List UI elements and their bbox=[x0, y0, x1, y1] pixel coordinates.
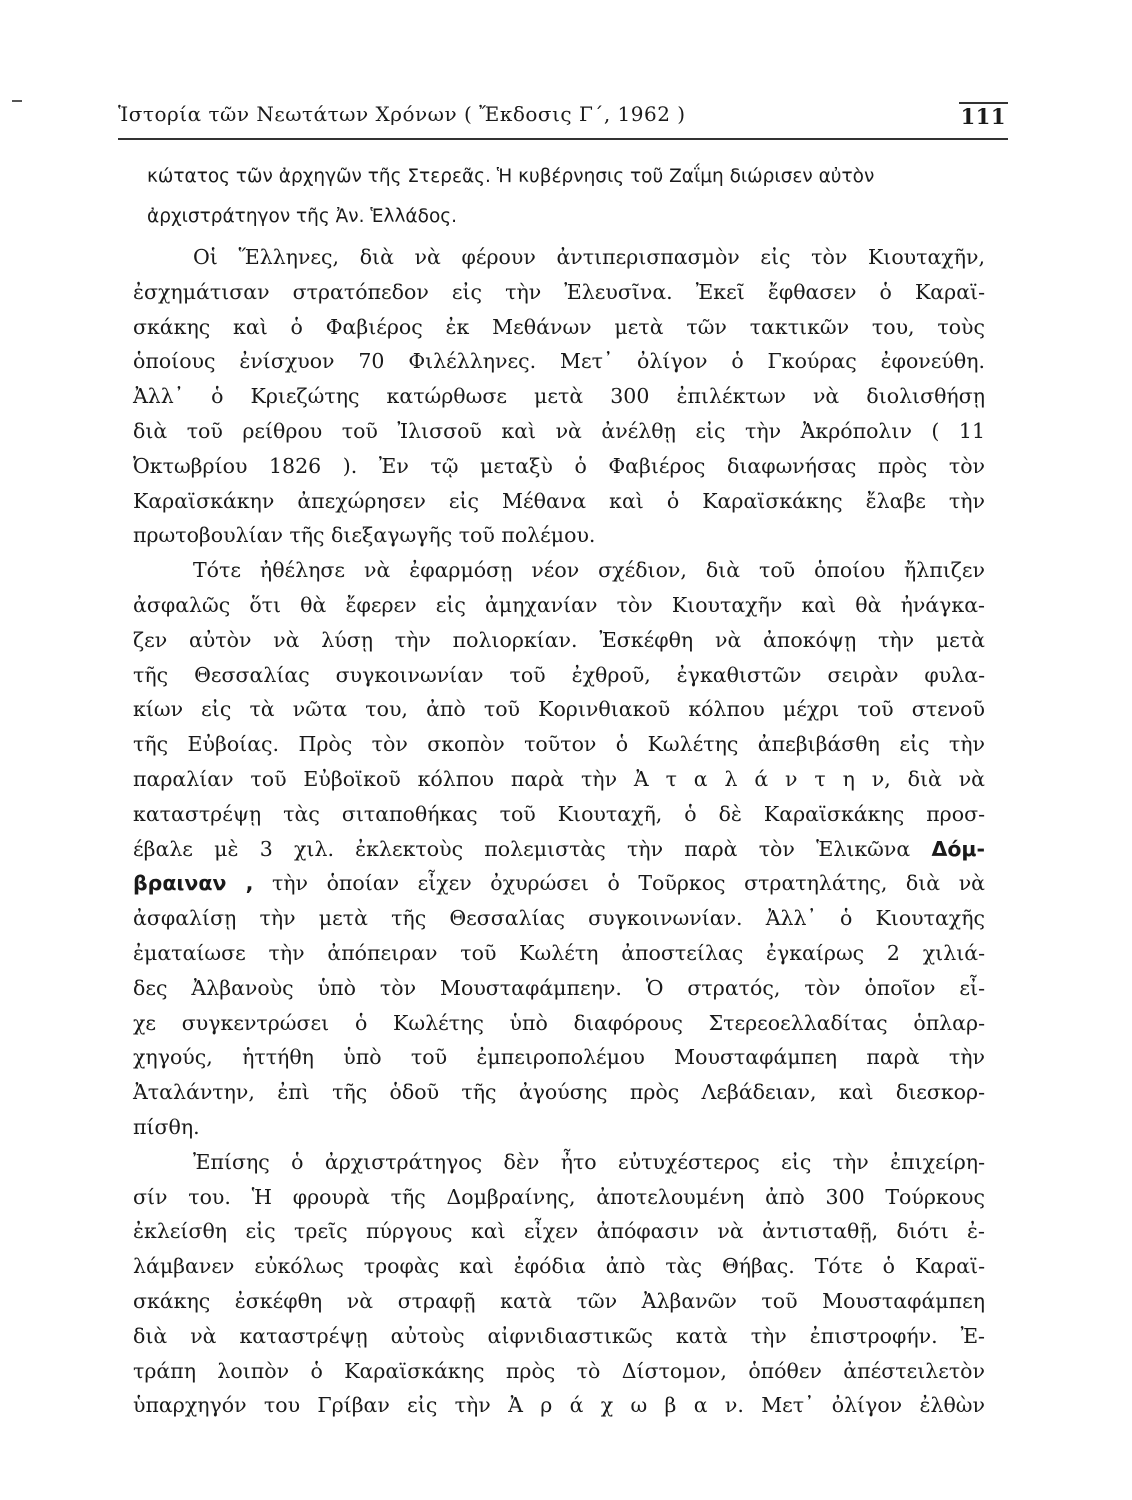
text-line: διὰ νὰ καταστρέψῃ αὐτοὺς αἰφνιδιαστικῶς κατὰ τὴν ἐπιστροφήν. Ἐ- bbox=[133, 1323, 985, 1348]
continuation-note bbox=[133, 160, 985, 234]
text-line bbox=[133, 832, 985, 867]
text-line: Ἀταλάντην, ἐπὶ τῆς ὁδοῦ τῆς ἀγούσης πρὸς Λεβάδειαν, καὶ διεσκορ- bbox=[133, 1080, 985, 1105]
text-line: Οἱ Ἕλληνες, διὰ νὰ φέρουν ἀντιπερισπασμὸν εἰς τὸν Κιουταχῆν, bbox=[193, 245, 985, 269]
continuation-line: ἀρχιστράτηγον τῆς Ἀν. Ἑλλάδος. bbox=[147, 206, 458, 227]
text-line: διὰ τοῦ ρείθρου τοῦ Ἰλισσοῦ καὶ νὰ ἀνέλθῃ εἰς τὴν Ἀκρόπολιν ( 11 bbox=[133, 418, 985, 443]
text-line: πρωτοβουλίαν τῆς διεξαγωγῆς τοῦ πολέμου. bbox=[133, 523, 596, 548]
running-title: Ἱστορία τῶν Νεωτάτων Χρόνων ( Ἔκδοσις Γ΄, 1962 ) bbox=[118, 102, 686, 126]
margin-mark bbox=[12, 100, 22, 102]
running-head bbox=[118, 98, 1008, 134]
paragraph-3 bbox=[133, 1145, 985, 1423]
text-line: κίων εἰς τὰ νῶτα του, ἀπὸ τοῦ Κορινθιακοῦ κόλπου μέχρι τοῦ στενοῦ bbox=[133, 697, 985, 722]
body-text bbox=[133, 160, 985, 1423]
text-segment: έβαλε μὲ 3 χιλ. ἐκλεκτοὺς πολεμιστὰς τὴν παρὰ τὸν Ἑλικῶνα bbox=[133, 836, 911, 861]
page-number: 111 bbox=[960, 104, 1006, 129]
header-rule bbox=[118, 138, 1008, 140]
text-line: λάμβανεν εὐκόλως τροφὰς καὶ ἐφόδια ἀπὸ τὰς Θήβας. Τότε ὁ Καραϊ- bbox=[133, 1254, 985, 1279]
paragraph-2 bbox=[133, 553, 985, 1145]
text-line: τράπη λοιπὸν ὁ Καραϊσκάκης πρὸς τὸ Δίστομον, ὁπόθεν ἀπέστειλετὸν bbox=[133, 1358, 985, 1383]
text-line: ἐκλείσθη εἰς τρεῖς πύργους καὶ εἶχεν ἀπόφασιν νὰ ἀντισταθῇ, διότι ἐ- bbox=[133, 1219, 985, 1244]
text-line: Καραϊσκάκην ἀπεχώρησεν εἰς Μέθανα καὶ ὁ Καραϊσκάκης ἔλαβε τὴν bbox=[133, 488, 985, 513]
text-line: Ὀκτωβρίου 1826 ). Ἐν τῷ μεταξὺ ὁ Φαβιέρος διαφωνήσας πρὸς τὸν bbox=[133, 453, 985, 478]
text-line: ἐματαίωσε τὴν ἀπόπειραν τοῦ Κωλέτη ἀποστείλας ἐγκαίρως 2 χιλιά- bbox=[133, 940, 985, 965]
bold-word: βραιναν , bbox=[133, 871, 254, 896]
text-line: ὑπαρχηγόν του Γρίβαν εἰς τὴν Ἀ ρ ά χ ω β α ν. Μετ᾽ ὀλίγον ἐλθὼν bbox=[133, 1393, 985, 1418]
text-line: Ἐπίσης ὁ ἀρχιστράτηγος δὲν ἦτο εὐτυχέστερος εἰς τὴν ἐπιχείρη- bbox=[193, 1149, 985, 1174]
text-line: τῆς Εὐβοίας. Πρὸς τὸν σκοπὸν τοῦτον ὁ Κωλέτης ἀπεβιβάσθη εἰς τὴν bbox=[133, 732, 985, 757]
continuation-line: κώτατος τῶν ἀρχηγῶν τῆς Στερεᾶς. Ἡ κυβέρνησις τοῦ Ζαΐμη διώρισεν αὐτὸν bbox=[147, 166, 875, 187]
text-line: Ἀλλ᾽ ὁ Κριεζώτης κατώρθωσε μετὰ 300 ἐπιλέκτων νὰ διολισθήσῃ bbox=[133, 384, 985, 409]
bold-word: Δόμ- bbox=[931, 836, 985, 861]
text-line: ζεν αὐτὸν νὰ λύσῃ τὴν πολιορκίαν. Ἐσκέφθη νὰ ἀποκόψῃ τὴν μετὰ bbox=[133, 627, 985, 652]
text-line: ὁποίους ἐνίσχυον 70 Φιλέλληνες. Μετ᾽ ὀλίγον ὁ Γκούρας ἐφονεύθη. bbox=[133, 349, 985, 374]
text-line: ἀσφαλίσῃ τὴν μετὰ τῆς Θεσσαλίας συγκοινωνίαν. Ἀλλ᾽ ὁ Κιουταχῆς bbox=[133, 906, 985, 931]
text-line: σίν του. Ἡ φρουρὰ τῆς Δομβραίνης, ἀποτελουμένη ἀπὸ 300 Τούρκους bbox=[133, 1184, 985, 1209]
text-line: σκάκης ἐσκέφθη νὰ στραφῇ κατὰ τῶν Ἀλβανῶν τοῦ Μουσταφάμπεη bbox=[133, 1288, 985, 1313]
text-line: ἀσφαλῶς ὅτι θὰ ἔφερεν εἰς ἀμηχανίαν τὸν Κιουταχῆν καὶ θὰ ἠνάγκα- bbox=[133, 592, 985, 617]
text-line: χηγούς, ἡττήθη ὑπὸ τοῦ ἐμπειροπολέμου Μουσταφάμπεη παρὰ τὴν bbox=[133, 1045, 985, 1070]
text-line: πίσθη. bbox=[133, 1114, 200, 1139]
text-line bbox=[133, 866, 985, 901]
text-line: χε συγκεντρώσει ὁ Κωλέτης ὑπὸ διαφόρους Στερεοελλαδίτας ὁπλαρ- bbox=[133, 1010, 985, 1035]
paragraph-1 bbox=[133, 240, 985, 553]
text-line: σκάκης καὶ ὁ Φαβιέρος ἐκ Μεθάνων μετὰ τῶν τακτικῶν του, τοὺς bbox=[133, 314, 985, 339]
text-line: Τότε ἠθέλησε νὰ ἐφαρμόσῃ νέον σχέδιον, διὰ τοῦ ὁποίου ἤλπιζεν bbox=[193, 558, 985, 583]
text-line: τῆς Θεσσαλίας συγκοινωνίαν τοῦ ἐχθροῦ, ἐγκαθιστῶν σειρὰν φυλα- bbox=[133, 662, 985, 687]
text-line: καταστρέψῃ τὰς σιταποθήκας τοῦ Κιουταχῆ, ὁ δὲ Καραϊσκάκης προσ- bbox=[133, 801, 985, 826]
text-line: ἐσχημάτισαν στρατόπεδον εἰς τὴν Ἐλευσῖνα. Ἐκεῖ ἔφθασεν ὁ Καραϊ- bbox=[133, 279, 985, 304]
text-line: παραλίαν τοῦ Εὐβοϊκοῦ κόλπου παρὰ τὴν Ἀ τ α λ ά ν τ η ν, διὰ νὰ bbox=[133, 766, 985, 791]
text-line: δες Ἀλβανοὺς ὑπὸ τὸν Μουσταφάμπεην. Ὁ στρατός, τὸν ὁποῖον εἶ- bbox=[133, 975, 985, 1000]
text-segment: τὴν ὁποίαν εἶχεν ὀχυρώσει ὁ Τοῦρκος στρατηλάτης, διὰ νὰ bbox=[271, 871, 985, 896]
